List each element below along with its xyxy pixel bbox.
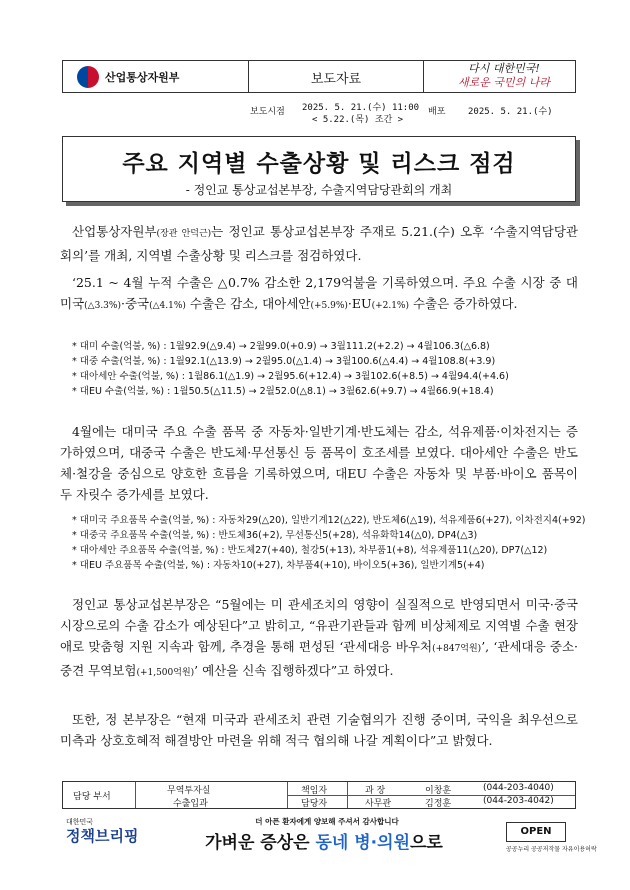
ministry-text: 산업통상자원부 (72, 224, 157, 239)
p4-voucher-amount: (+847억원) (432, 644, 482, 654)
p2-asean-rate: (+5.9%) (310, 301, 348, 311)
paragraph-1-body: 는 정인교 통상교섭본부장 주재로 5.21.(수) 오후 ‘수출지역담당관회의’를 개최, 지역별 수출상황 및 리스크를 점검하였다. (60, 224, 578, 263)
policy-briefing-logo (66, 818, 146, 846)
campaign-text-c: 으로 (410, 833, 443, 853)
p4-text-c: ’, ‘관세대응 중소·중견 무역보험 (60, 639, 579, 678)
p2-text-g: ·EU (347, 296, 372, 311)
distribution-label: 배포 (428, 107, 446, 117)
contact-name1: 이창훈 (425, 786, 452, 796)
contact-name2: 김정훈 (425, 799, 452, 809)
p2-text-i: 수출은 증가하였다. (409, 296, 518, 311)
page-subtitle: - 정인교 통상교섭본부장, 수출지역담당관회의 개최 (185, 183, 453, 197)
contact-role1: 책임자 (301, 786, 328, 796)
paragraph-3 (60, 421, 578, 505)
slogan-line2: 새로운 국민의 나라 (457, 76, 550, 89)
p4-insurance-amount: (+1,500억원) (136, 668, 195, 678)
contact-title2: 사무관 (365, 799, 392, 809)
release-time: 2025. 5. 21.(수) 11:00 (302, 103, 420, 113)
item-export-list (72, 513, 585, 573)
campaign-text-a: 가벼운 증상은 (205, 833, 316, 853)
contact-dept2: 수출입과 (173, 799, 208, 809)
government-emblem-icon (77, 66, 99, 88)
p4-text-a: 정인교 통상교섭본부장은 “5월에는 미 관세조치의 영향이 실질적으로 반영되면서 미국·중국 시장으로의 수출 감소가 예상된다”고 밝히고, “유관기관들과 함께 비상체제로 지역별 수출 현장애로 맞춤형 지원 지속과 함께, 추경을 통해 편성된 ‘관세대응 바우처 (60, 597, 578, 654)
p2-eu-rate: (+2.1%) (371, 301, 409, 311)
campaign-caption: 더 아픈 환자에게 양보해 주셔서 감사합니다 (255, 817, 399, 826)
government-slogan (435, 62, 573, 90)
p2-text-e: 수출은 감소, 대아세안 (185, 296, 311, 311)
paragraph-3-text: 4월에는 대미국 주요 수출 품목 중 자동차·일반기계·반도체는 감소, 석유제품·이차전지는 증가하였으며, 대중국 수출은 반도체·무선통신 등 품목이 호조세를 보였다. 대아세안 수출은 반도체·철강을 중심으로 양호한 흐름을 기록하였으며, 대EU 수출은 자동차 및 부품·바이오 품목이 두 자릿수 증가세를 보였다. (60, 424, 578, 502)
p2-us-rate: (△3.3%) (84, 301, 121, 311)
p2-text-c: ·중국 (120, 296, 150, 311)
kogl-open-logo (506, 822, 597, 856)
header-divider (423, 61, 424, 92)
list-item: * 대EU 주요품목 수출(억불, %) : 자동차10(+27), 차부품4(+10), 바이오5(+36), 일반기계5(+4) (72, 560, 485, 571)
list-item: * 대아세안 주요품목 수출(억불, %) : 반도체27(+40), 철강5(+13), 차부품1(+8), 석유제품11(△20), DP7(△12) (72, 545, 548, 556)
export-trend-list (72, 339, 509, 399)
p2-text-a: ‘25.1 ~ 4월 누적 수출은 △0.7% 감소한 2,179억불을 기록하였으며. 주요 수출 시장 중 대미국 (60, 275, 578, 311)
contact-table (62, 781, 576, 809)
ministry-name: 산업통상자원부 (105, 71, 180, 84)
open-logo-caption: 공공누리 공공저작물 자유이용허락 (506, 846, 597, 853)
page-title: 주요 지역별 수출상황 및 리스크 점검 (122, 151, 516, 177)
release-label: 보도시점 (250, 107, 285, 117)
list-item: * 대미 수출(억불, %) : 1월92.9(△9.4) → 2월99.0(+0.9) → 3월111.2(+2.2) → 4월106.3(△6.8) (72, 341, 490, 352)
contact-phone2: (044-203-4042) (483, 796, 554, 806)
distribution-date: 2025. 5. 21.(수) (468, 107, 553, 117)
paragraph-5 (60, 709, 578, 751)
header-box (62, 60, 576, 93)
contact-title1: 과 장 (365, 786, 386, 796)
slogan-line1: 다시 대한민국! (468, 62, 540, 75)
footer-banner (62, 816, 597, 866)
paragraph-4 (60, 594, 578, 684)
list-item: * 대중 수출(억불, %) : 1월92.1(△13.9) → 2월95.0(△1.4) → 3월100.6(△4.4) → 4월108.8(+3.9) (72, 356, 496, 367)
table-divider (347, 782, 348, 808)
list-item: * 대중국 주요품목 수출(억불, %) : 반도체36(+2), 무선통신5(+28), 석유화학14(△0), DP4(△3) (72, 530, 478, 541)
paragraph-1 (60, 221, 578, 266)
campaign-highlight: 동네 병·의원 (315, 833, 410, 853)
release-morning-edition: < 5.22.(목) 조간 > (312, 115, 404, 125)
p4-text-e: ’ 예산을 신속 집행하겠다”고 하였다. (194, 663, 394, 678)
contact-phone1: (044-203-4040) (483, 783, 554, 793)
table-divider (135, 782, 136, 808)
contact-role2: 담당자 (301, 799, 328, 809)
brand-small: 대한민국 (66, 818, 94, 826)
brand-big: 정책브리핑 (66, 827, 139, 845)
contact-label: 담당 부서 (73, 792, 111, 802)
p2-china-rate: (△4.1%) (149, 301, 186, 311)
paragraph-5-text: 또한, 정 본부장은 “현재 미국과 관세조치 관련 기술협의가 진행 중이며, 국익을 최우선으로 미측과 상호호혜적 해결방안 마련을 위해 적극 협의해 나갈 계획이다”고 밝혔다. (60, 712, 578, 748)
list-item: * 대아세안 수출(억불, %) : 1월86.1(△1.9) → 2월95.6(+12.4) → 3월102.6(+8.5) → 4월94.4(+4.6) (72, 371, 509, 382)
campaign-headline (174, 828, 474, 853)
paragraph-2 (60, 272, 578, 317)
open-logo-box: OPEN (506, 822, 566, 842)
contact-dept1: 무역투자실 (167, 786, 211, 796)
list-item: * 대EU 수출(억불, %) : 1월50.5(△11.5) → 2월52.0(△8.1) → 3월62.6(+9.7) → 4월66.9(+18.4) (72, 386, 494, 397)
doc-type: 보도자료 (310, 72, 362, 87)
title-box (62, 136, 576, 202)
minister-note: (장관 안덕근) (156, 229, 212, 239)
list-item: * 대미국 주요품목 수출(억불, %) : 자동차29(△20), 일반기계12(△22), 반도체6(△19), 석유제품6(+27), 이차전지4(+92) (72, 515, 586, 526)
